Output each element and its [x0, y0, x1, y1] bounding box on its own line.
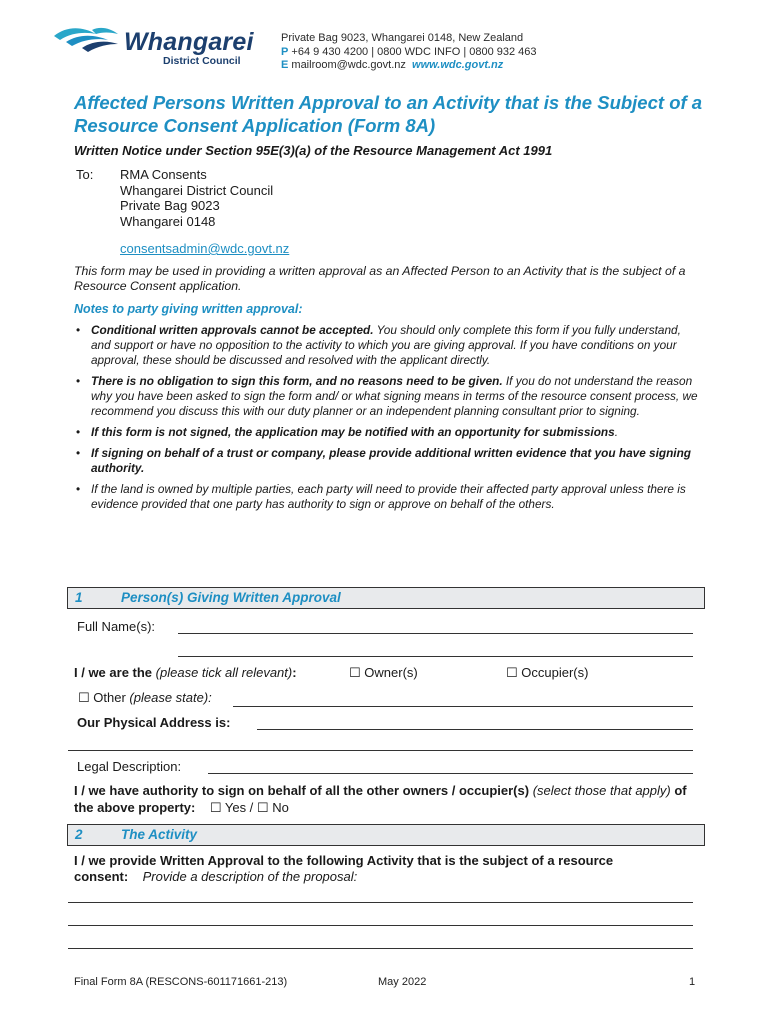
bullet-icon: • — [76, 425, 81, 439]
legal-description-label: Legal Description: — [77, 759, 182, 774]
checkbox-icon[interactable]: ☐ — [506, 665, 518, 680]
checkbox-icon[interactable]: ☐ — [78, 690, 90, 705]
we-are-label: I / we are the — [74, 665, 153, 680]
bullet-icon: • — [76, 374, 81, 388]
to-line: Private Bag 9023 — [120, 198, 220, 213]
authority-hint: (select those that apply) — [532, 783, 671, 798]
note-item — [74, 323, 702, 368]
to-address — [120, 167, 273, 229]
full-names-field[interactable] — [178, 633, 693, 634]
checkbox-icon[interactable]: ☐ — [349, 665, 361, 680]
contact-email-row — [281, 59, 537, 73]
section-2-header — [67, 824, 705, 846]
logo-subtitle: District Council — [163, 55, 241, 67]
note-text: If you do not understand the reason why you have been asked to sign the form and/ or what signing means in terms of the resource consent process, we recommend you discuss this with our duty planner or an independent planning consultant prior to signing. — [91, 374, 698, 418]
other-label: Other — [93, 690, 126, 705]
activity-description-field[interactable] — [68, 902, 693, 903]
section-title: The Activity — [121, 827, 198, 842]
section-number: 1 — [75, 590, 83, 605]
contact-website[interactable]: www.wdc.govt.nz — [412, 59, 504, 71]
note-text: . — [614, 425, 618, 439]
contact-phone: +64 9 430 4200 | 0800 WDC INFO | 0800 932 463 — [291, 45, 537, 58]
activity-description-field-3[interactable] — [68, 948, 693, 949]
note-text: You should only complete this form if you fully understand, and support or have no opposition to the activity to which you are giving approval. If you have conditions on your approval, these should be discussed and resolved with the applicant directly. — [91, 323, 681, 367]
to-label: To: — [76, 167, 94, 182]
contact-email[interactable]: mailroom@wdc.govt.nz — [291, 59, 406, 71]
we-are-colon: : — [292, 665, 297, 680]
note-item — [74, 482, 702, 512]
bullet-icon: • — [76, 323, 81, 337]
logo-wordmark: Whangarei — [124, 28, 254, 56]
checkbox-icon[interactable]: ☐ — [256, 800, 269, 815]
form-subtitle: Written Notice under Section 95E(3)(a) of the Resource Management Act 1991 — [74, 143, 553, 158]
form-title: Affected Persons Written Approval to an Activity that is the Subject of a Resource Consent Application (Form 8A) — [74, 92, 703, 136]
full-names-field-2[interactable] — [178, 656, 693, 657]
address-field-2[interactable] — [68, 750, 693, 751]
notes-heading: Notes to party giving written approval: — [74, 302, 303, 316]
consents-email-link[interactable]: consentsadmin@wdc.govt.nz — [120, 241, 290, 256]
note-bold: If signing on behalf of a trust or company, please provide additional written evidence that you have signing authority. — [91, 446, 691, 475]
consent-label: consent: — [74, 869, 129, 884]
contact-address: Private Bag 9023, Whangarei 0148, New Zealand — [281, 32, 524, 44]
authority-label: I / we have authority to sign on behalf of all the other owners / occupier(s) — [74, 783, 530, 798]
intro-text: This form may be used in providing a written approval as an Affected Person to an Activity that is the subject of a Resource Consent application. — [74, 264, 686, 293]
occupier-label: Occupier(s) — [521, 665, 589, 680]
we-are-row — [74, 665, 297, 680]
other-field[interactable] — [233, 706, 693, 707]
address-label: Our Physical Address is: — [77, 715, 231, 730]
full-names-label: Full Name(s): — [77, 619, 156, 634]
notes-list — [74, 323, 702, 518]
activity-statement-text: I / we provide Written Approval to the following Activity that is the subject of a resource — [74, 853, 614, 868]
authority-row — [74, 782, 699, 816]
occupier-option[interactable] — [506, 665, 588, 681]
address-field[interactable] — [257, 729, 693, 730]
checkbox-icon[interactable]: ☐ — [209, 800, 222, 815]
no-label: No — [272, 800, 289, 815]
section-title: Person(s) Giving Written Approval — [121, 590, 341, 605]
owner-label: Owner(s) — [364, 665, 418, 680]
footer-form-id: Final Form 8A (RESCONS-601171661-213) — [74, 976, 288, 988]
to-line: Whangarei 0148 — [120, 213, 216, 229]
note-bold: There is no obligation to sign this form, and no reasons need to be given. — [91, 374, 503, 388]
bullet-icon: • — [76, 446, 81, 460]
contact-block — [281, 32, 537, 73]
yes-label: Yes / — [224, 800, 254, 815]
section-number: 2 — [75, 827, 83, 842]
note-item — [74, 446, 702, 476]
to-line: Whangarei District Council — [120, 182, 274, 198]
yes-option[interactable] — [210, 800, 253, 815]
we-are-hint: (please tick all relevant) — [155, 665, 293, 680]
note-bold: If this form is not signed, the application may be notified with an opportunity for submissions — [91, 425, 615, 439]
section-1-header — [67, 587, 705, 609]
footer-page-number: 1 — [689, 976, 696, 988]
note-item — [74, 374, 702, 419]
legal-description-field[interactable] — [208, 773, 693, 774]
phone-label: P — [281, 45, 289, 58]
to-line: RMA Consents — [120, 167, 207, 182]
consent-hint: Provide a description of the proposal: — [142, 869, 358, 884]
no-option[interactable] — [257, 800, 289, 815]
authority-tail: of the above property: — [74, 783, 687, 815]
email-label: E — [281, 59, 289, 71]
owner-option[interactable] — [349, 665, 418, 681]
wave-logo-icon — [52, 24, 124, 64]
activity-description-field-2[interactable] — [68, 925, 693, 926]
other-hint: (please state): — [129, 690, 212, 705]
footer-date: May 2022 — [378, 976, 427, 988]
other-option[interactable] — [78, 690, 212, 706]
note-item — [74, 425, 702, 440]
bullet-icon: • — [76, 482, 81, 496]
activity-statement — [74, 853, 704, 885]
note-bold: Conditional written approvals cannot be accepted. — [91, 323, 374, 337]
contact-phone-row — [281, 46, 537, 60]
note-text: If the land is owned by multiple parties, each party will need to provide their affected party approval unless there is evidence provided that one party has authority to sign or approve on behalf of the others. — [91, 482, 686, 511]
